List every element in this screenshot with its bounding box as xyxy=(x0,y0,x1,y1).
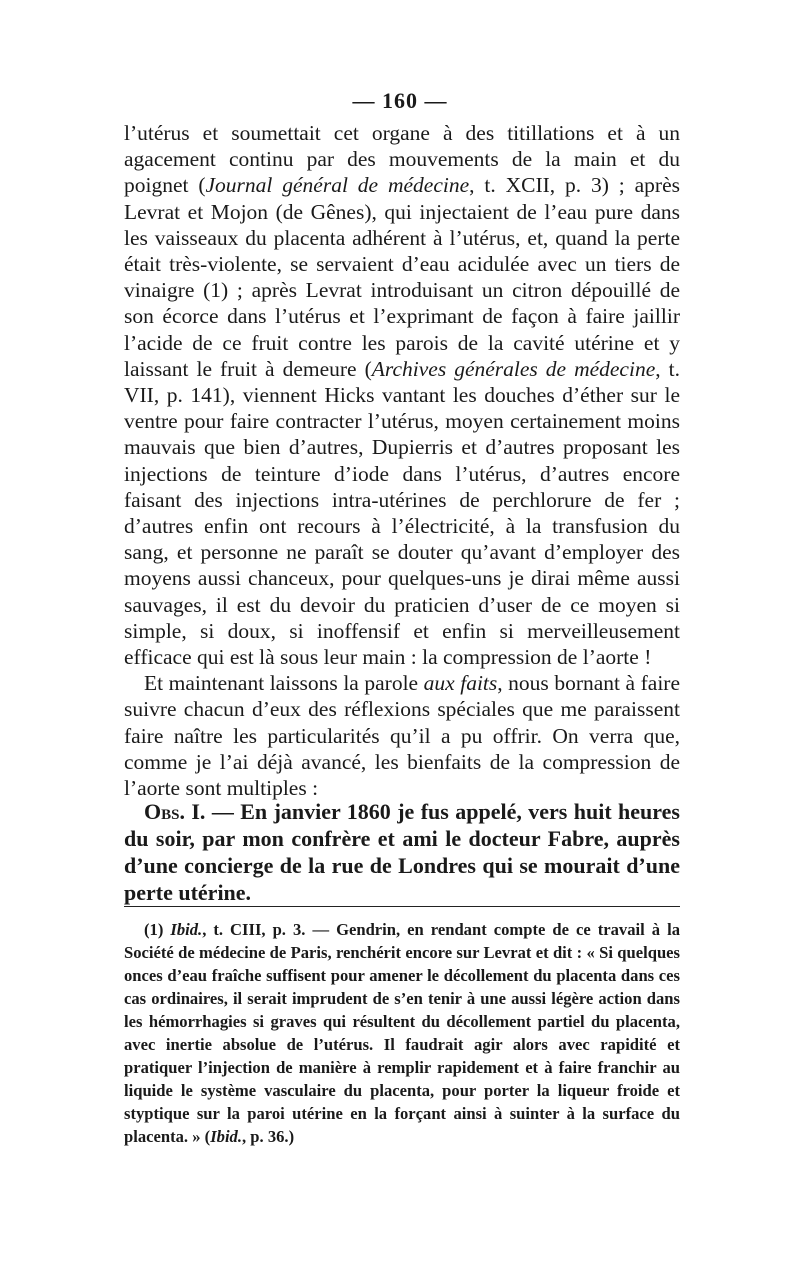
observation-paragraph xyxy=(124,798,680,906)
paragraph-2 xyxy=(124,670,680,801)
footnote xyxy=(124,918,680,1148)
paragraph-1-text-c: , t. VII, p. 141), viennent Hicks vantant les douches d’éther sur le ventre pour faire contracter l’utérus, moyen certainement moins mauvais que bien d’autres, Dupierris et d’autres proposant les injections de teinture d’iode dans l’utérus, d’autres encore faisant des injections intra-utérines de perchlorure de fer ; d’autres enfin ont recours à l’électricité, à la transfusion du sang, et personne ne paraît se douter qu’avant d’employer des moyens aussi chanceux, pour quelques-uns je dirai même aussi sauvages, il est du devoir du praticien d’user de ce moyen si simple, si doux, si inoffensif et enfin si merveilleusement efficace qui est là sous leur main : la compression de l’aorte ! xyxy=(124,356,680,670)
paragraph-2-text-a: Et maintenant laissons la parole xyxy=(144,671,424,696)
paragraph-2-text-b: , nous bornant à faire suivre chacun d’eux des réflexions spéciales que me paraissent faire naître les particularités qu’il a pu offrir. On verra que, comme je l’ai déjà avancé, les bienfaits de la compression de l’aorte sont multiples : xyxy=(124,671,680,801)
footnote-ibid-1: Ibid. xyxy=(170,920,203,939)
observation-text: — En janvier 1860 je fus appelé, vers huit heures du soir, par mon confrère et ami le docteur Fabre, auprès d’une concierge de la rue de Londres qui se mourait d’une perte utérine. xyxy=(124,799,680,905)
paragraph-1-text-b: , t. XCII, p. 3) ; après Levrat et Mojon (de Gênes), qui injectaient de l’eau pure dans les vaisseaux du placenta adhérent à l’utérus, et, quand la perte était très-violente, se servaient d’eau acidulée avec un tiers de vinaigre (1) ; après Levrat introduisant un citron dépouillé de son écorce dans l’utérus et l’exprimant de façon à faire jaillir l’acide de ce fruit contre les parois de la cavité utérine et y laissant le fruit à demeure ( xyxy=(124,173,680,381)
footnote-ibid-2: Ibid. xyxy=(210,1127,242,1146)
observation-label: Obs. I. xyxy=(144,799,206,824)
footnote-separator xyxy=(124,906,680,907)
footnote-text-b: , t. CIII, p. 3. — Gendrin, en rendant compte de ce travail à la Société de médecine de Paris, renchérit encore sur Levrat et dit : « Si quelques onces d’eau fraîche suffisent pour amener le décollement du placenta dans ces cas ordinaires, il serait imprudent de s’en tenir à une aussi légère action dans les hémorrhagies si graves qui résultent du décollement partiel du placenta, avec inertie absolue de l’utérus. Il faudrait agir alors avec rapidité et pratiquer l’injection de manière à remplir rapidement et à faire franchir au liquide le système vasculaire du placenta, pour porter la liqueur froide et styptique sur la paroi utérine en la forçant ainsi à suinter à la surface du placenta. » ( xyxy=(124,920,680,1146)
footnote-text-a: (1) xyxy=(144,920,171,939)
body-text xyxy=(124,120,680,801)
paragraph-1-archives-title: Archives générales de médecine xyxy=(371,356,656,381)
paragraph-1-journal-title: Journal général de médecine xyxy=(205,173,470,198)
page-number: — 160 — xyxy=(352,88,448,113)
paragraph-1-text-a: l’utérus et soumettait cet organe à des titillations et à un agacement continu par des mouvements de la main et du poignet ( xyxy=(124,121,680,198)
paragraph-1 xyxy=(124,120,680,670)
paragraph-2-emphasis: aux faits xyxy=(423,671,498,696)
footnote-text-c: , p. 36.) xyxy=(242,1127,295,1146)
